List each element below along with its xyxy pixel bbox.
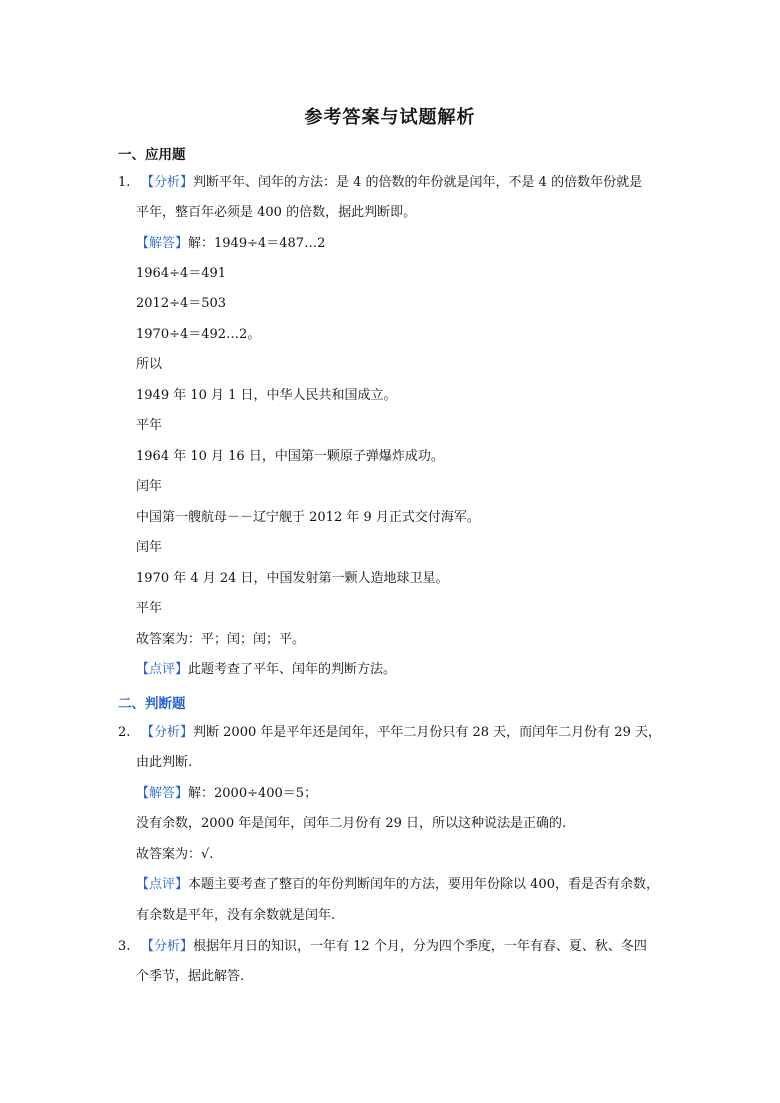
q1-answer-line: 故答案为：平；闰；闰；平。 <box>136 632 306 647</box>
q1-answer-line-1 <box>136 235 325 253</box>
q1-answer-line: 1964 年 10 月 16 日，中国第一颗原子弹爆炸成功。 <box>136 449 444 464</box>
q1-answer-line: 1949 年 10 月 1 日，中华人民共和国成立。 <box>136 388 397 403</box>
q1-answer-line: 平年 <box>136 418 163 433</box>
q1-analysis-tag: 【分析】 <box>141 175 194 190</box>
q2-answer-line-1 <box>136 785 317 803</box>
q1-comment-tag: 【点评】 <box>136 662 189 677</box>
q2-analysis-line-2: 由此判断. <box>136 755 193 770</box>
page-title: 参考答案与试题解析 <box>304 107 476 128</box>
q1-analysis-line-2: 平年，整百年必须是 400 的倍数，据此判断即。 <box>136 205 417 220</box>
q1-answer-line: 闰年 <box>136 479 163 494</box>
q2-answer-tag: 【解答】 <box>136 786 189 801</box>
section-heading-judgement: 二、判断题 <box>118 696 186 712</box>
q2-comment-tag: 【点评】 <box>136 877 189 892</box>
q1-answer-line: 平年 <box>136 601 163 616</box>
q2-answer-text-1: 解：2000÷400＝5； <box>188 786 318 801</box>
q1-answer-line: 闰年 <box>136 540 163 555</box>
q1-analysis-text-1: 判断平年、闰年的方法：是 4 的倍数的年份就是闰年，不是 4 的倍数年份就是 <box>193 175 643 190</box>
q2-comment-line-1 <box>136 876 659 894</box>
question-number-1: 1. <box>118 175 131 190</box>
q2-comment-line-2: 有余数是平年，没有余数就是闰年. <box>136 908 336 923</box>
question-number-2: 2. <box>118 725 131 740</box>
q1-answer-text-1: 解：1949÷4＝487…2 <box>188 236 326 251</box>
q2-analysis-tag: 【分析】 <box>141 725 194 740</box>
q1-comment-text: 此题考查了平年、闰年的判断方法。 <box>188 662 397 677</box>
q3-analysis-tag: 【分析】 <box>141 939 194 954</box>
q2-comment-text-1: 本题主要考查了整百的年份判断闰年的方法，要用年份除以 400，看是否有余数， <box>188 877 659 892</box>
q3-analysis-line-2: 个季节，据此解答. <box>136 969 245 984</box>
section-heading-application: 一、应用题 <box>118 147 186 163</box>
q2-analysis-line-1 <box>141 724 661 742</box>
q1-answer-line: 1970 年 4 月 24 日，中国发射第一颗人造地球卫星。 <box>136 571 449 586</box>
q1-answer-line: 1964÷4＝491 <box>136 266 227 281</box>
q2-answer-line-3: 故答案为：√. <box>136 847 214 862</box>
q2-analysis-text-1: 判断 2000 年是平年还是闰年，平年二月份只有 28 天，而闰年二月份有 29 天， <box>193 725 661 740</box>
q3-analysis-line-1 <box>141 938 647 956</box>
q1-answer-tag: 【解答】 <box>136 236 189 251</box>
q2-answer-line-2: 没有余数，2000 年是闰年，闰年二月份有 29 日，所以这种说法是正确的. <box>136 816 567 831</box>
question-number-3: 3. <box>118 939 131 954</box>
q1-answer-line: 中国第一艘航母－－辽宁舰于 2012 年 9 月正式交付海军。 <box>136 510 480 525</box>
q1-answer-line: 1970÷4＝492…2。 <box>136 327 261 342</box>
q1-comment-line <box>136 661 396 679</box>
q1-analysis-line-1 <box>141 174 642 192</box>
q1-answer-line: 所以 <box>136 357 163 372</box>
q1-answer-line: 2012÷4＝503 <box>136 296 227 311</box>
q3-analysis-text-1: 根据年月日的知识，一年有 12 个月，分为四个季度，一年有春、夏、秋、冬四 <box>193 939 647 954</box>
